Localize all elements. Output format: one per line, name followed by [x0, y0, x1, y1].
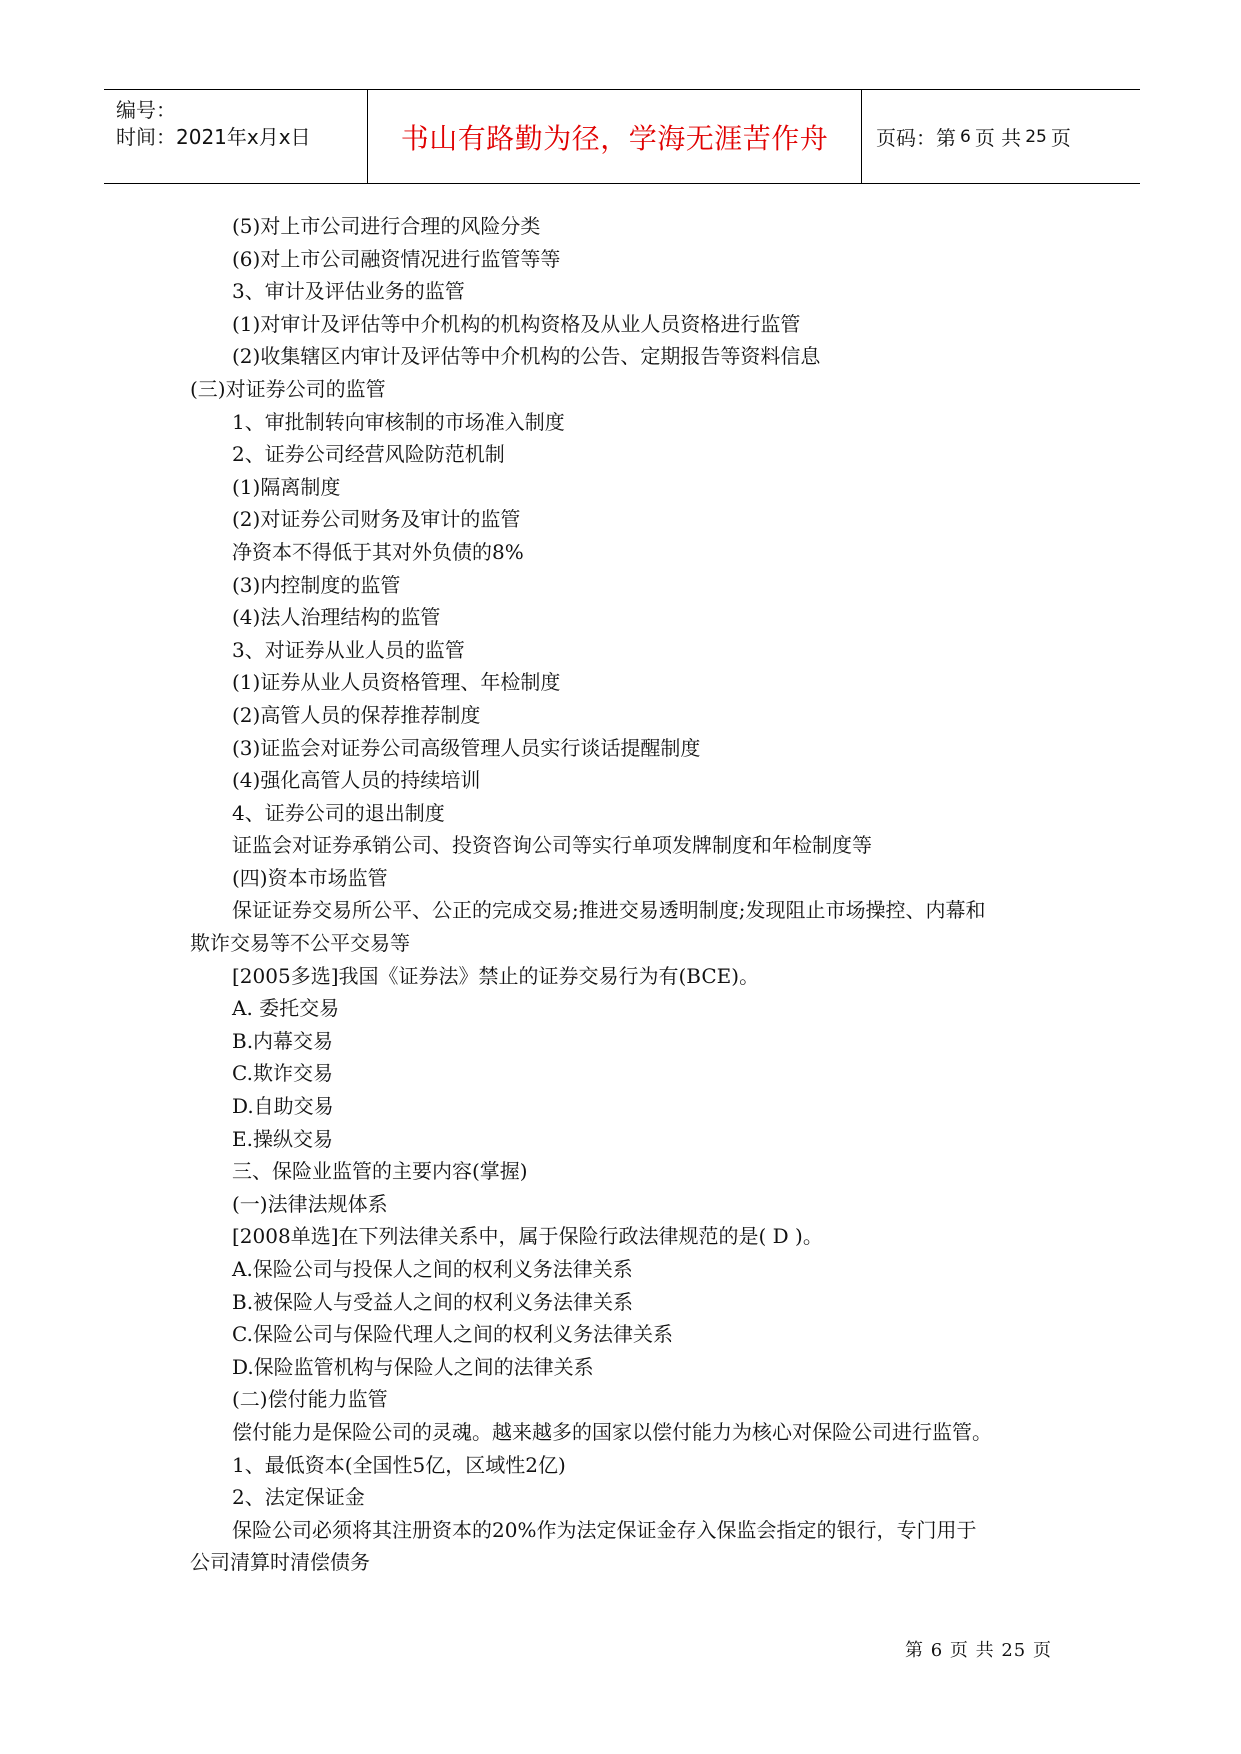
text-line: E.操纵交易 — [232, 1126, 333, 1151]
text-line: (4)法人治理结构的监管 — [232, 605, 441, 630]
text-line: (2)高管人员的保荐推荐制度 — [232, 702, 481, 727]
header-page-info — [862, 90, 1140, 183]
text-line: D.保险监管机构与保险人之间的法律关系 — [232, 1354, 594, 1379]
page-mid: 页 共 — [974, 126, 1022, 150]
text-line: (3)内控制度的监管 — [232, 572, 401, 597]
text-line: 公司清算时清偿债务 — [190, 1550, 370, 1575]
page-number: 6 — [960, 126, 971, 147]
text-line: D.自助交易 — [232, 1094, 334, 1119]
text-line: C.欺诈交易 — [232, 1061, 333, 1086]
header-meta-cell — [104, 90, 368, 183]
text-line: (5)对上市公司进行合理的风险分类 — [232, 214, 541, 238]
text-line: 4、证券公司的退出制度 — [232, 800, 445, 825]
number-label: 编号： — [116, 98, 176, 122]
text-line: (四)资本市场监管 — [232, 865, 388, 890]
text-line: (1)隔离制度 — [232, 474, 341, 499]
time-label: 时间：2021年x月x日 — [116, 125, 311, 149]
text-line: 3、对证券从业人员的监管 — [232, 637, 465, 662]
text-line: A.保险公司与投保人之间的权利义务法律关系 — [232, 1257, 633, 1281]
text-line: 保证证券交易所公平、公正的完成交易;推进交易透明制度;发现阻止市场操控、内幕和 — [232, 898, 986, 923]
text-line: B.被保险人与受益人之间的权利义务法律关系 — [232, 1289, 634, 1314]
text-line: B.内幕交易 — [232, 1028, 334, 1053]
text-line: (1)证券从业人员资格管理、年检制度 — [232, 670, 561, 695]
text-line: 1、审批制转向审核制的市场准入制度 — [232, 409, 565, 434]
text-line: (二)偿付能力监管 — [232, 1387, 388, 1412]
document-body — [190, 210, 1070, 1579]
text-line: 2、证券公司经营风险防范机制 — [232, 442, 505, 467]
text-line: 证监会对证券承销公司、投资咨询公司等实行单项发牌制度和年检制度等 — [232, 833, 872, 858]
header-motto: 书山有路勤为径，学海无涯苦作舟 — [368, 90, 862, 183]
text-line: 欺诈交易等不公平交易等 — [190, 931, 410, 956]
text-line: 偿付能力是保险公司的灵魂。越来越多的国家以偿付能力为核心对保险公司进行监管。 — [232, 1419, 992, 1444]
text-line: (三)对证券公司的监管 — [190, 376, 386, 401]
text-line: (2)收集辖区内审计及评估等中介机构的公告、定期报告等资料信息 — [232, 344, 821, 369]
text-line: 保险公司必须将其注册资本的20%作为法定保证金存入保监会指定的银行，专门用于 — [232, 1517, 977, 1542]
text-line: 净资本不得低于其对外负债的8% — [232, 539, 524, 564]
text-line: (1)对审计及评估等中介机构的机构资格及从业人员资格进行监管 — [232, 311, 801, 336]
text-line: 3、审计及评估业务的监管 — [232, 279, 465, 304]
text-line: [2008单选]在下列法律关系中，属于保险行政法律规范的是( D )。 — [232, 1224, 823, 1249]
text-line: C.保险公司与保险代理人之间的权利义务法律关系 — [232, 1322, 673, 1347]
text-line: 1、最低资本(全国性5亿，区域性2亿) — [232, 1452, 566, 1477]
document-header — [104, 89, 1140, 184]
page-suffix: 页 — [1050, 126, 1071, 150]
page-total: 25 — [1025, 126, 1047, 147]
text-line: 三、保险业监管的主要内容(掌握) — [232, 1159, 528, 1184]
text-line: (3)证监会对证券公司高级管理人员实行谈话提醒制度 — [232, 735, 701, 760]
text-line: A. 委托交易 — [232, 996, 340, 1021]
page-footer: 第 6 页 共 25 页 — [905, 1640, 1052, 1661]
text-line: (一)法律法规体系 — [232, 1191, 388, 1216]
text-line: [2005多选]我国《证券法》禁止的证券交易行为有(BCE)。 — [232, 963, 760, 988]
page-prefix: 页码：第 — [876, 126, 956, 150]
text-line: (2)对证券公司财务及审计的监管 — [232, 507, 521, 532]
text-line: (6)对上市公司融资情况进行监管等等 — [232, 246, 561, 271]
text-line: (4)强化高管人员的持续培训 — [232, 768, 481, 793]
text-line: 2、法定保证金 — [232, 1485, 365, 1510]
